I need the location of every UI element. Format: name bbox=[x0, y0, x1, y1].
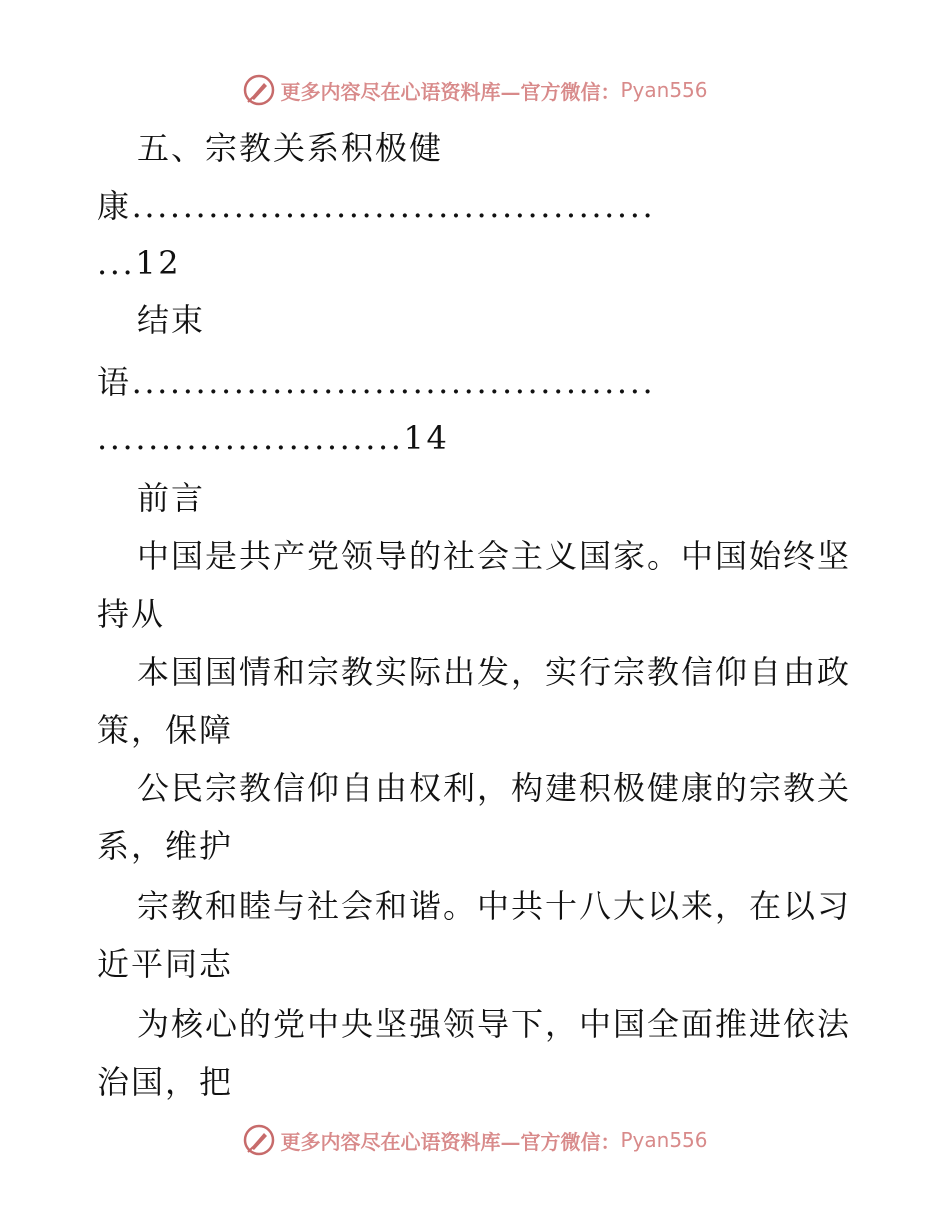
body-line: 中国是共产党领导的社会主义国家。中国始终坚 bbox=[137, 537, 852, 575]
watermark-contact: Pyan556 bbox=[620, 78, 708, 102]
body-line: 治国，把 bbox=[97, 1063, 234, 1101]
body-line: 持从 bbox=[97, 595, 166, 633]
footer-watermark bbox=[0, 1120, 950, 1160]
body-line: 近平同志 bbox=[97, 945, 234, 983]
body-line: 公民宗教信仰自由权利，构建积极健康的宗教关 bbox=[137, 769, 852, 807]
pen-logo-icon bbox=[242, 1123, 276, 1157]
body-line: 系，维护 bbox=[97, 827, 234, 865]
pen-logo-icon bbox=[242, 73, 276, 107]
toc-entry-5-dots: 康......................................... bbox=[97, 187, 656, 225]
watermark-contact: Pyan556 bbox=[620, 1128, 708, 1152]
watermark-text: 更多内容尽在心语资料库—官方微信： bbox=[280, 79, 621, 104]
toc-conclusion-title: 结束 bbox=[137, 301, 206, 339]
watermark-text: 更多内容尽在心语资料库—官方微信： bbox=[280, 1129, 621, 1154]
body-line: 为核心的党中央坚强领导下，中国全面推进依法 bbox=[137, 1005, 852, 1043]
toc-conclusion-dots: 语......................................... bbox=[97, 363, 656, 401]
toc-entry-5-title: 五、宗教关系积极健 bbox=[137, 129, 444, 167]
toc-entry-5-page: ...12 bbox=[97, 244, 182, 282]
body-line: 本国国情和宗教实际出发，实行宗教信仰自由政 bbox=[137, 653, 852, 691]
preface-heading: 前言 bbox=[137, 479, 206, 517]
toc-conclusion-page: ........................14 bbox=[97, 419, 450, 457]
body-line: 宗教和睦与社会和谐。中共十八大以来，在以习 bbox=[137, 887, 852, 925]
header-watermark bbox=[0, 70, 950, 110]
body-line: 策，保障 bbox=[97, 711, 234, 749]
